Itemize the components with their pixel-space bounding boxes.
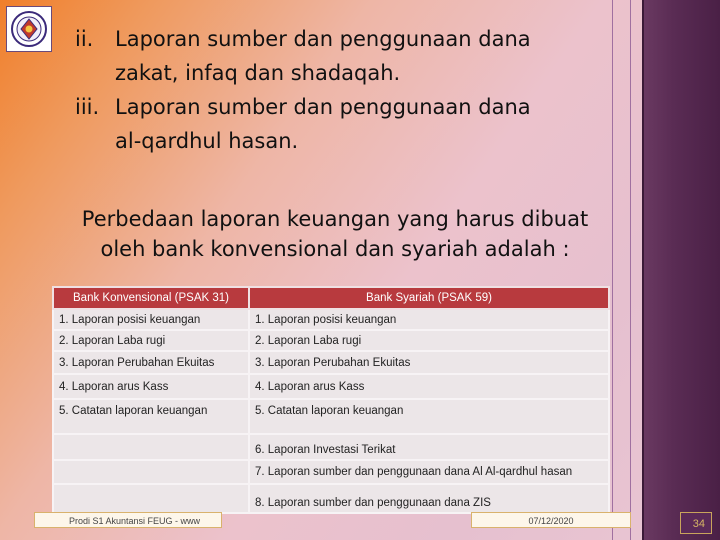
table-row <box>53 309 609 330</box>
table-cell: 6. Laporan Investasi Terikat <box>249 434 609 460</box>
list-number: ii. <box>75 27 94 51</box>
footer-date: 07/12/2020 <box>471 512 631 528</box>
table-cell: 1. Laporan posisi keuangan <box>249 309 609 330</box>
table-row <box>53 460 609 484</box>
list-item <box>75 22 635 56</box>
table-row <box>53 399 609 434</box>
table-cell-empty <box>53 484 249 513</box>
table-cell: 7. Laporan sumber dan penggunaan dana Al Al-qardhul hasan <box>249 460 609 484</box>
heading-line: Perbedaan laporan keuangan yang harus dibuat <box>81 207 589 231</box>
table-cell: 5. Catatan laporan keuangan <box>249 399 609 434</box>
table-cell: 2. Laporan Laba rugi <box>53 330 249 351</box>
list-text-continued: al-qardhul hasan. <box>115 129 299 153</box>
table-cell: 4. Laporan arus Kass <box>249 374 609 399</box>
table-cell: 5. Catatan laporan keuangan <box>53 399 249 434</box>
list-text-continued: zakat, infaq dan shadaqah. <box>115 61 401 85</box>
table-header-row <box>53 287 609 309</box>
table-cell-empty <box>53 434 249 460</box>
table-row <box>53 434 609 460</box>
university-seal-icon <box>6 6 52 52</box>
column-header-syariah: Bank Syariah (PSAK 59) <box>249 287 609 309</box>
column-header-konvensional: Bank Konvensional (PSAK 31) <box>53 287 249 309</box>
table-cell: 4. Laporan arus Kass <box>53 374 249 399</box>
table-cell: 8. Laporan sumber dan penggunaan dana ZIS <box>249 484 609 513</box>
report-list <box>75 22 635 158</box>
table-row <box>53 351 609 374</box>
table-row <box>53 374 609 399</box>
table-cell: 3. Laporan Perubahan Ekuitas <box>249 351 609 374</box>
table-cell: 3. Laporan Perubahan Ekuitas <box>53 351 249 374</box>
table-cell: 2. Laporan Laba rugi <box>249 330 609 351</box>
table-row <box>53 330 609 351</box>
list-item <box>75 90 635 124</box>
page-number: 34 <box>680 512 712 534</box>
heading-line: oleh bank konvensional dan syariah adalah : <box>100 237 570 261</box>
section-heading <box>40 204 630 264</box>
list-text: Laporan sumber dan penggunaan dana <box>115 27 531 51</box>
list-number: iii. <box>75 95 100 119</box>
table-cell-empty <box>53 460 249 484</box>
comparison-table <box>52 286 610 514</box>
footer-source-label: Prodi S1 Akuntansi FEUG - www <box>34 512 222 528</box>
table-cell: 1. Laporan posisi keuangan <box>53 309 249 330</box>
list-text: Laporan sumber dan penggunaan dana <box>115 95 531 119</box>
right-decorative-band <box>642 0 720 540</box>
table-row <box>53 484 609 513</box>
